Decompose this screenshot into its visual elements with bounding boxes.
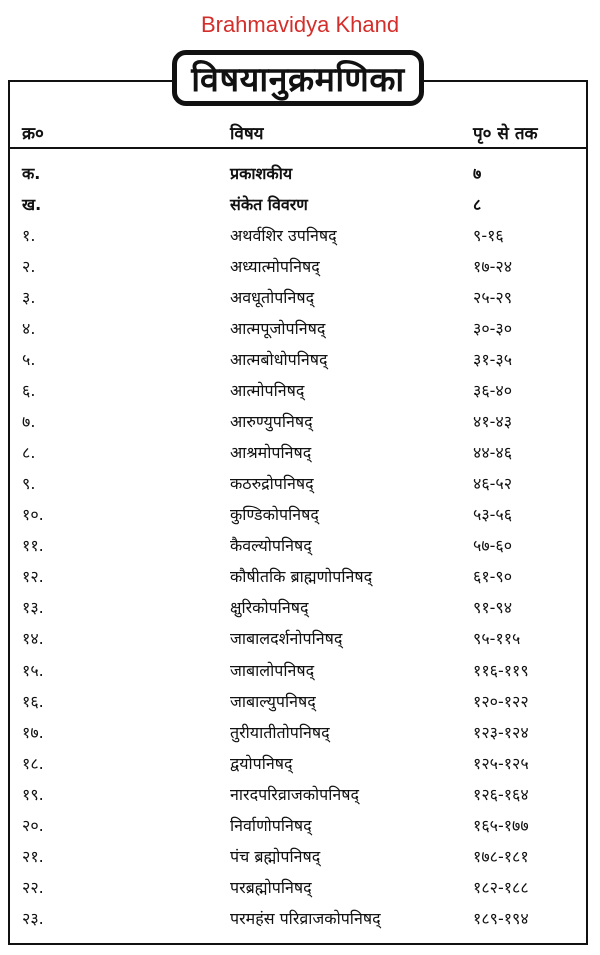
row-pages: ३१-३५ xyxy=(473,350,513,370)
row-serial: २३. xyxy=(22,908,44,928)
row-pages: १२३-१२४ xyxy=(473,722,529,742)
table-row xyxy=(8,437,588,468)
row-pages: ५३-५६ xyxy=(473,505,513,525)
row-serial: १३. xyxy=(22,598,44,618)
table-row xyxy=(8,406,588,437)
row-subject: आत्मोपनिषद् xyxy=(230,381,305,401)
table-row xyxy=(8,810,588,841)
table-row xyxy=(8,717,588,748)
row-pages: १७-२४ xyxy=(473,257,513,277)
row-serial: क. xyxy=(22,164,41,183)
table-row xyxy=(8,189,588,220)
table-row xyxy=(8,561,588,592)
row-pages: ४४-४६ xyxy=(473,443,513,463)
row-pages: ४१-४३ xyxy=(473,412,513,432)
row-subject: संकेत विवरण xyxy=(230,195,308,215)
table-row xyxy=(8,313,588,344)
row-subject: तुरीयातीतोपनिषद् xyxy=(230,722,330,742)
table-row xyxy=(8,592,588,623)
row-subject: जाबालदर्शनोपनिषद् xyxy=(230,629,343,649)
row-serial: ४. xyxy=(22,319,36,339)
row-serial: ११. xyxy=(22,536,44,556)
row-subject: अवधूतोपनिषद् xyxy=(230,288,315,308)
table-row xyxy=(8,872,588,903)
table-header xyxy=(8,118,588,146)
row-subject: क्षुरिकोपनिषद् xyxy=(230,598,309,618)
row-serial: ७. xyxy=(22,412,36,432)
row-subject: कुण्डिकोपनिषद् xyxy=(230,505,319,525)
row-serial: १६. xyxy=(22,691,44,711)
table-row xyxy=(8,468,588,499)
header-divider xyxy=(10,147,586,149)
row-serial: २. xyxy=(22,257,36,277)
row-subject: पंच ब्रह्मोपनिषद् xyxy=(230,846,321,866)
title-box xyxy=(172,50,424,106)
row-subject: अथर्वशिर उपनिषद् xyxy=(230,226,337,246)
row-serial: १५. xyxy=(22,660,44,680)
row-pages: ३०-३० xyxy=(473,319,513,339)
page-title: विषयानुक्रमणिका xyxy=(191,60,405,100)
table-row xyxy=(8,903,588,934)
row-pages: १८२-१८८ xyxy=(473,877,529,897)
table-body xyxy=(8,158,588,934)
row-serial: १७. xyxy=(22,722,44,742)
row-subject: प्रकाशकीय xyxy=(230,164,293,183)
row-pages: ७ xyxy=(473,164,482,183)
row-pages: १६५-१७७ xyxy=(473,815,529,835)
row-serial: १२. xyxy=(22,567,44,587)
row-pages: ६१-९० xyxy=(473,567,513,587)
row-serial: ख. xyxy=(22,195,42,215)
row-serial: १०. xyxy=(22,505,44,525)
row-subject: आत्मबोधोपनिषद् xyxy=(230,350,328,370)
table-row xyxy=(8,530,588,561)
table-row xyxy=(8,748,588,779)
row-subject: कौषीतकि ब्राह्मणोपनिषद् xyxy=(230,567,373,587)
table-row xyxy=(8,841,588,872)
table-row xyxy=(8,779,588,810)
row-pages: ९५-११५ xyxy=(473,629,521,649)
table-row xyxy=(8,344,588,375)
row-serial: १४. xyxy=(22,629,44,649)
table-row xyxy=(8,623,588,654)
table-row xyxy=(8,375,588,406)
row-pages: १२०-१२२ xyxy=(473,691,529,711)
row-subject: आरुण्युपनिषद् xyxy=(230,412,313,432)
table-row xyxy=(8,158,588,189)
row-subject: नारदपरिव्राजकोपनिषद् xyxy=(230,784,360,804)
row-serial: १९. xyxy=(22,784,44,804)
row-pages: १२५-१२५ xyxy=(473,753,529,773)
row-subject: परमहंस परिव्राजकोपनिषद् xyxy=(230,908,381,928)
table-row xyxy=(8,499,588,530)
row-serial: ९. xyxy=(22,474,36,494)
row-serial: २१. xyxy=(22,846,44,866)
row-pages: ४६-५२ xyxy=(473,474,513,494)
row-pages: ३६-४० xyxy=(473,381,513,401)
row-pages: ९-१६ xyxy=(473,226,504,246)
header-pages: पृ० से तक xyxy=(473,123,538,144)
row-serial: ३. xyxy=(22,288,36,308)
row-subject: कठरुद्रोपनिषद् xyxy=(230,474,314,494)
row-pages: ९१-९४ xyxy=(473,598,513,618)
row-subject: जाबालोपनिषद् xyxy=(230,660,315,680)
row-serial: २२. xyxy=(22,877,44,897)
header-subject: विषय xyxy=(230,123,264,144)
row-subject: अध्यात्मोपनिषद् xyxy=(230,257,320,277)
row-serial: १८. xyxy=(22,753,44,773)
row-serial: ५. xyxy=(22,350,36,370)
row-serial: ६. xyxy=(22,381,36,401)
header-serial: क्र० xyxy=(22,123,44,144)
row-serial: १. xyxy=(22,226,36,246)
row-subject: निर्वाणोपनिषद् xyxy=(230,815,312,835)
row-pages: १८९-१९४ xyxy=(473,908,529,928)
row-pages: १२६-१६४ xyxy=(473,784,529,804)
row-pages: ११६-११९ xyxy=(473,660,529,680)
row-subject: आश्रमोपनिषद् xyxy=(230,443,312,463)
row-subject: आत्मपूजोपनिषद् xyxy=(230,319,326,339)
row-subject: द्वयोपनिषद् xyxy=(230,753,293,773)
row-pages: २५-२९ xyxy=(473,288,513,308)
row-pages: ५७-६० xyxy=(473,536,513,556)
table-row xyxy=(8,655,588,686)
book-caption: Brahmavidya Khand xyxy=(200,12,400,37)
row-pages: १७८-१८१ xyxy=(473,846,529,866)
table-row xyxy=(8,686,588,717)
table-row xyxy=(8,282,588,313)
row-subject: कैवल्योपनिषद् xyxy=(230,536,312,556)
row-subject: परब्रह्मोपनिषद् xyxy=(230,877,312,897)
row-serial: ८. xyxy=(22,443,36,463)
row-serial: २०. xyxy=(22,815,44,835)
row-pages: ८ xyxy=(473,195,482,215)
row-subject: जाबाल्युपनिषद् xyxy=(230,691,316,711)
table-row xyxy=(8,251,588,282)
table-row xyxy=(8,220,588,251)
